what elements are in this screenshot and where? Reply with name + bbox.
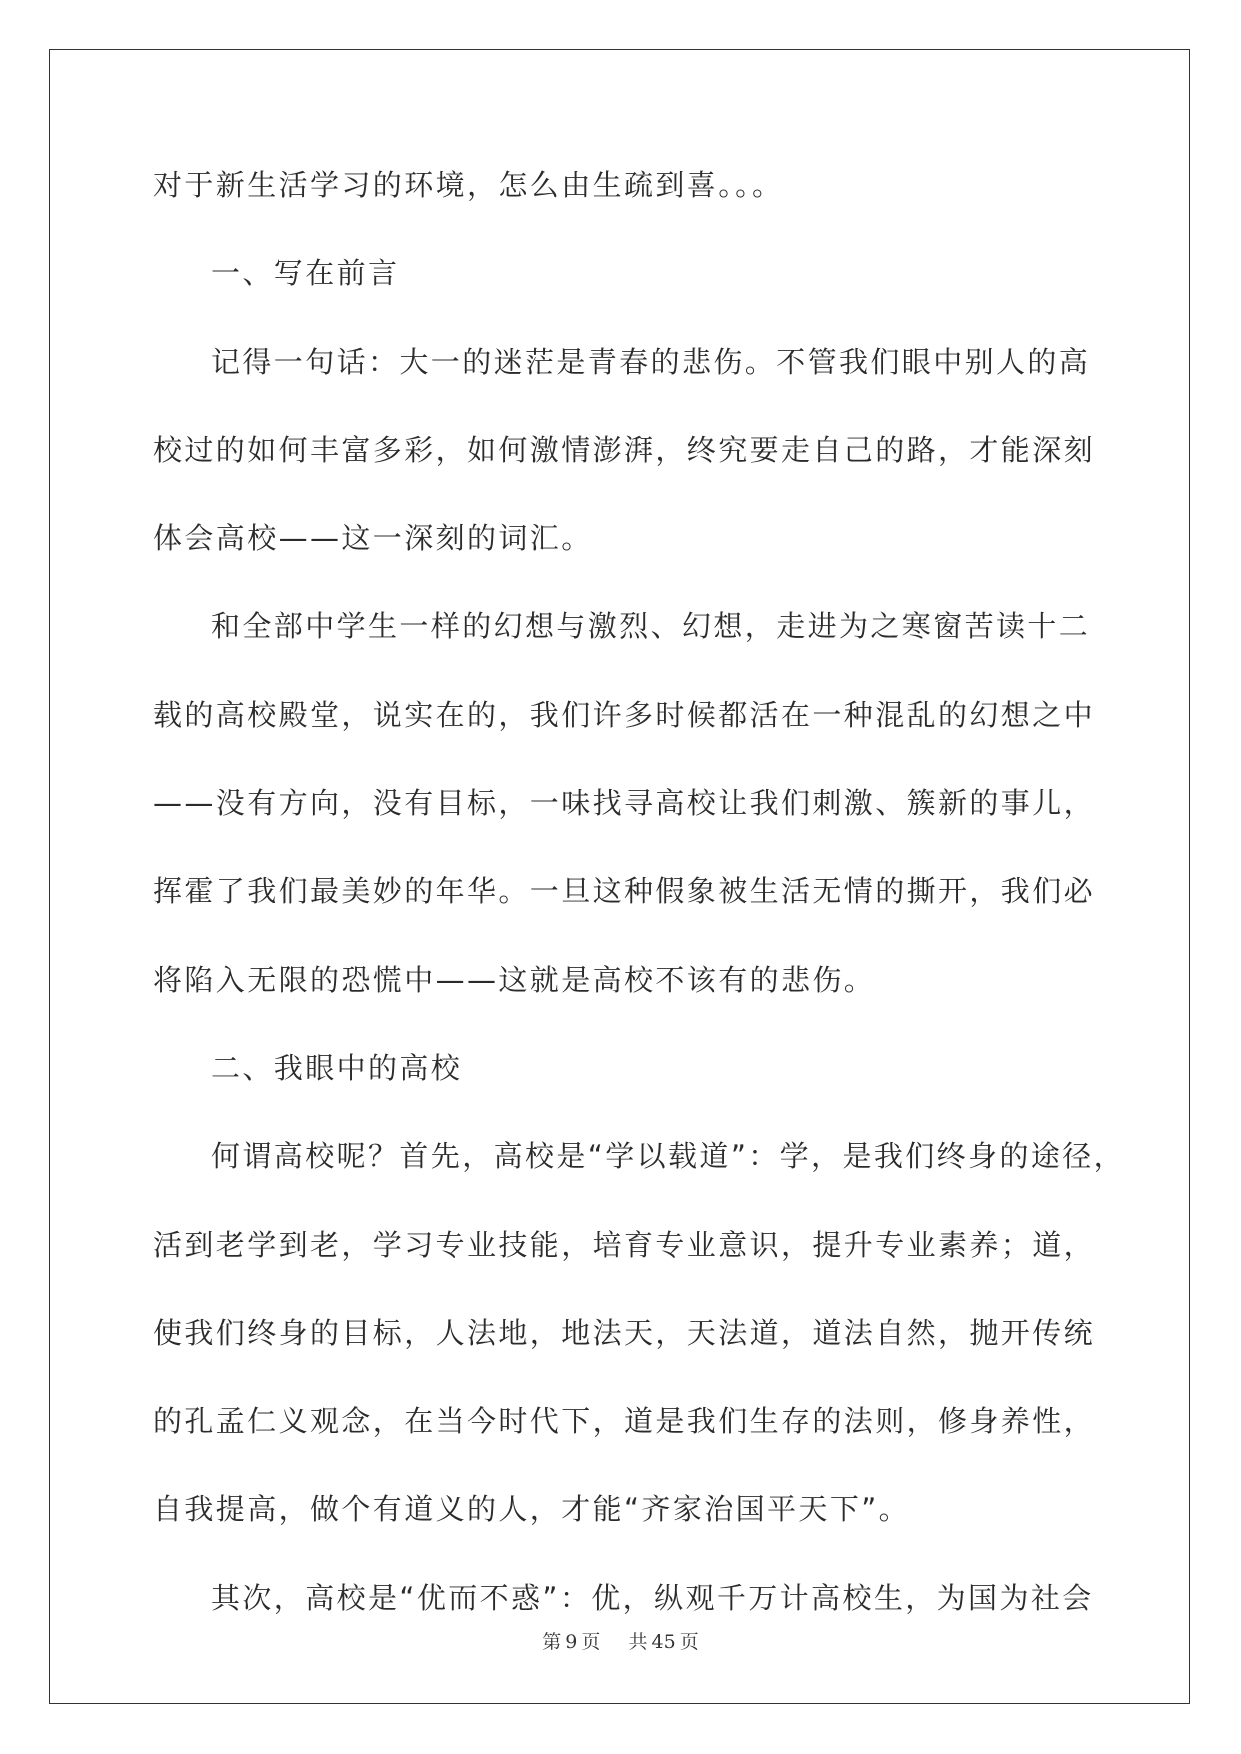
text-line: 自我提高，做个有道义的人，才能“齐家治国平天下”。 [153, 1492, 911, 1527]
text-line: 其次，高校是“优而不惑”：优，纵观千万计高校生，为国为社会 [211, 1580, 1094, 1615]
text-line: 的孔孟仁义观念，在当今时代下，道是我们生存的法则，修身养性， [153, 1404, 1096, 1439]
text-line: 将陷入无限的恐慌中——这就是高校不该有的悲伤。 [153, 962, 876, 997]
text-line: 挥霍了我们最美妙的年华。一旦这种假象被生活无情的撕开，我们必 [153, 874, 1096, 909]
section-heading: 一、写在前言 [211, 256, 400, 291]
total-unit: 页 [679, 1631, 699, 1653]
text-line: 活到老学到老，学习专业技能，培育专业意识，提升专业素养；道， [153, 1227, 1096, 1262]
section-heading: 二、我眼中的高校 [211, 1050, 463, 1085]
total-pages: 45 [651, 1631, 676, 1653]
text-line: 载的高校殿堂，说实在的，我们许多时候都活在一种混乱的幻想之中 [153, 697, 1096, 732]
page-footer [0, 1627, 1241, 1654]
text-line: 校过的如何丰富多彩，如何激情澎湃，终究要走自己的路，才能深刻 [153, 432, 1096, 467]
text-line: 体会高校——这一深刻的词汇。 [153, 521, 593, 556]
text-line: 和全部中学生一样的幻想与激烈、幻想，走进为之寒窗苦读十二 [211, 609, 1091, 644]
page-number: 9 [565, 1631, 578, 1653]
text-line: 对于新生活学习的环境，怎么由生疏到喜。。。 [153, 168, 784, 202]
text-line: ——没有方向，没有目标，一味找寻高校让我们刺激、簇新的事儿， [153, 786, 1096, 821]
text-line: 何谓高校呢？首先，高校是“学以载道”：学，是我们终身的途径， [211, 1139, 1126, 1174]
page-prefix: 第 [542, 1631, 562, 1653]
text-line: 记得一句话：大一的迷茫是青春的悲伤。不管我们眼中别人的高 [211, 344, 1091, 379]
document-body [153, 160, 1126, 1661]
total-prefix: 共 [628, 1631, 648, 1653]
text-line: 使我们终身的目标，人法地，地法天，天法道，道法自然，抛开传统 [153, 1315, 1096, 1350]
page-unit: 页 [581, 1631, 601, 1653]
